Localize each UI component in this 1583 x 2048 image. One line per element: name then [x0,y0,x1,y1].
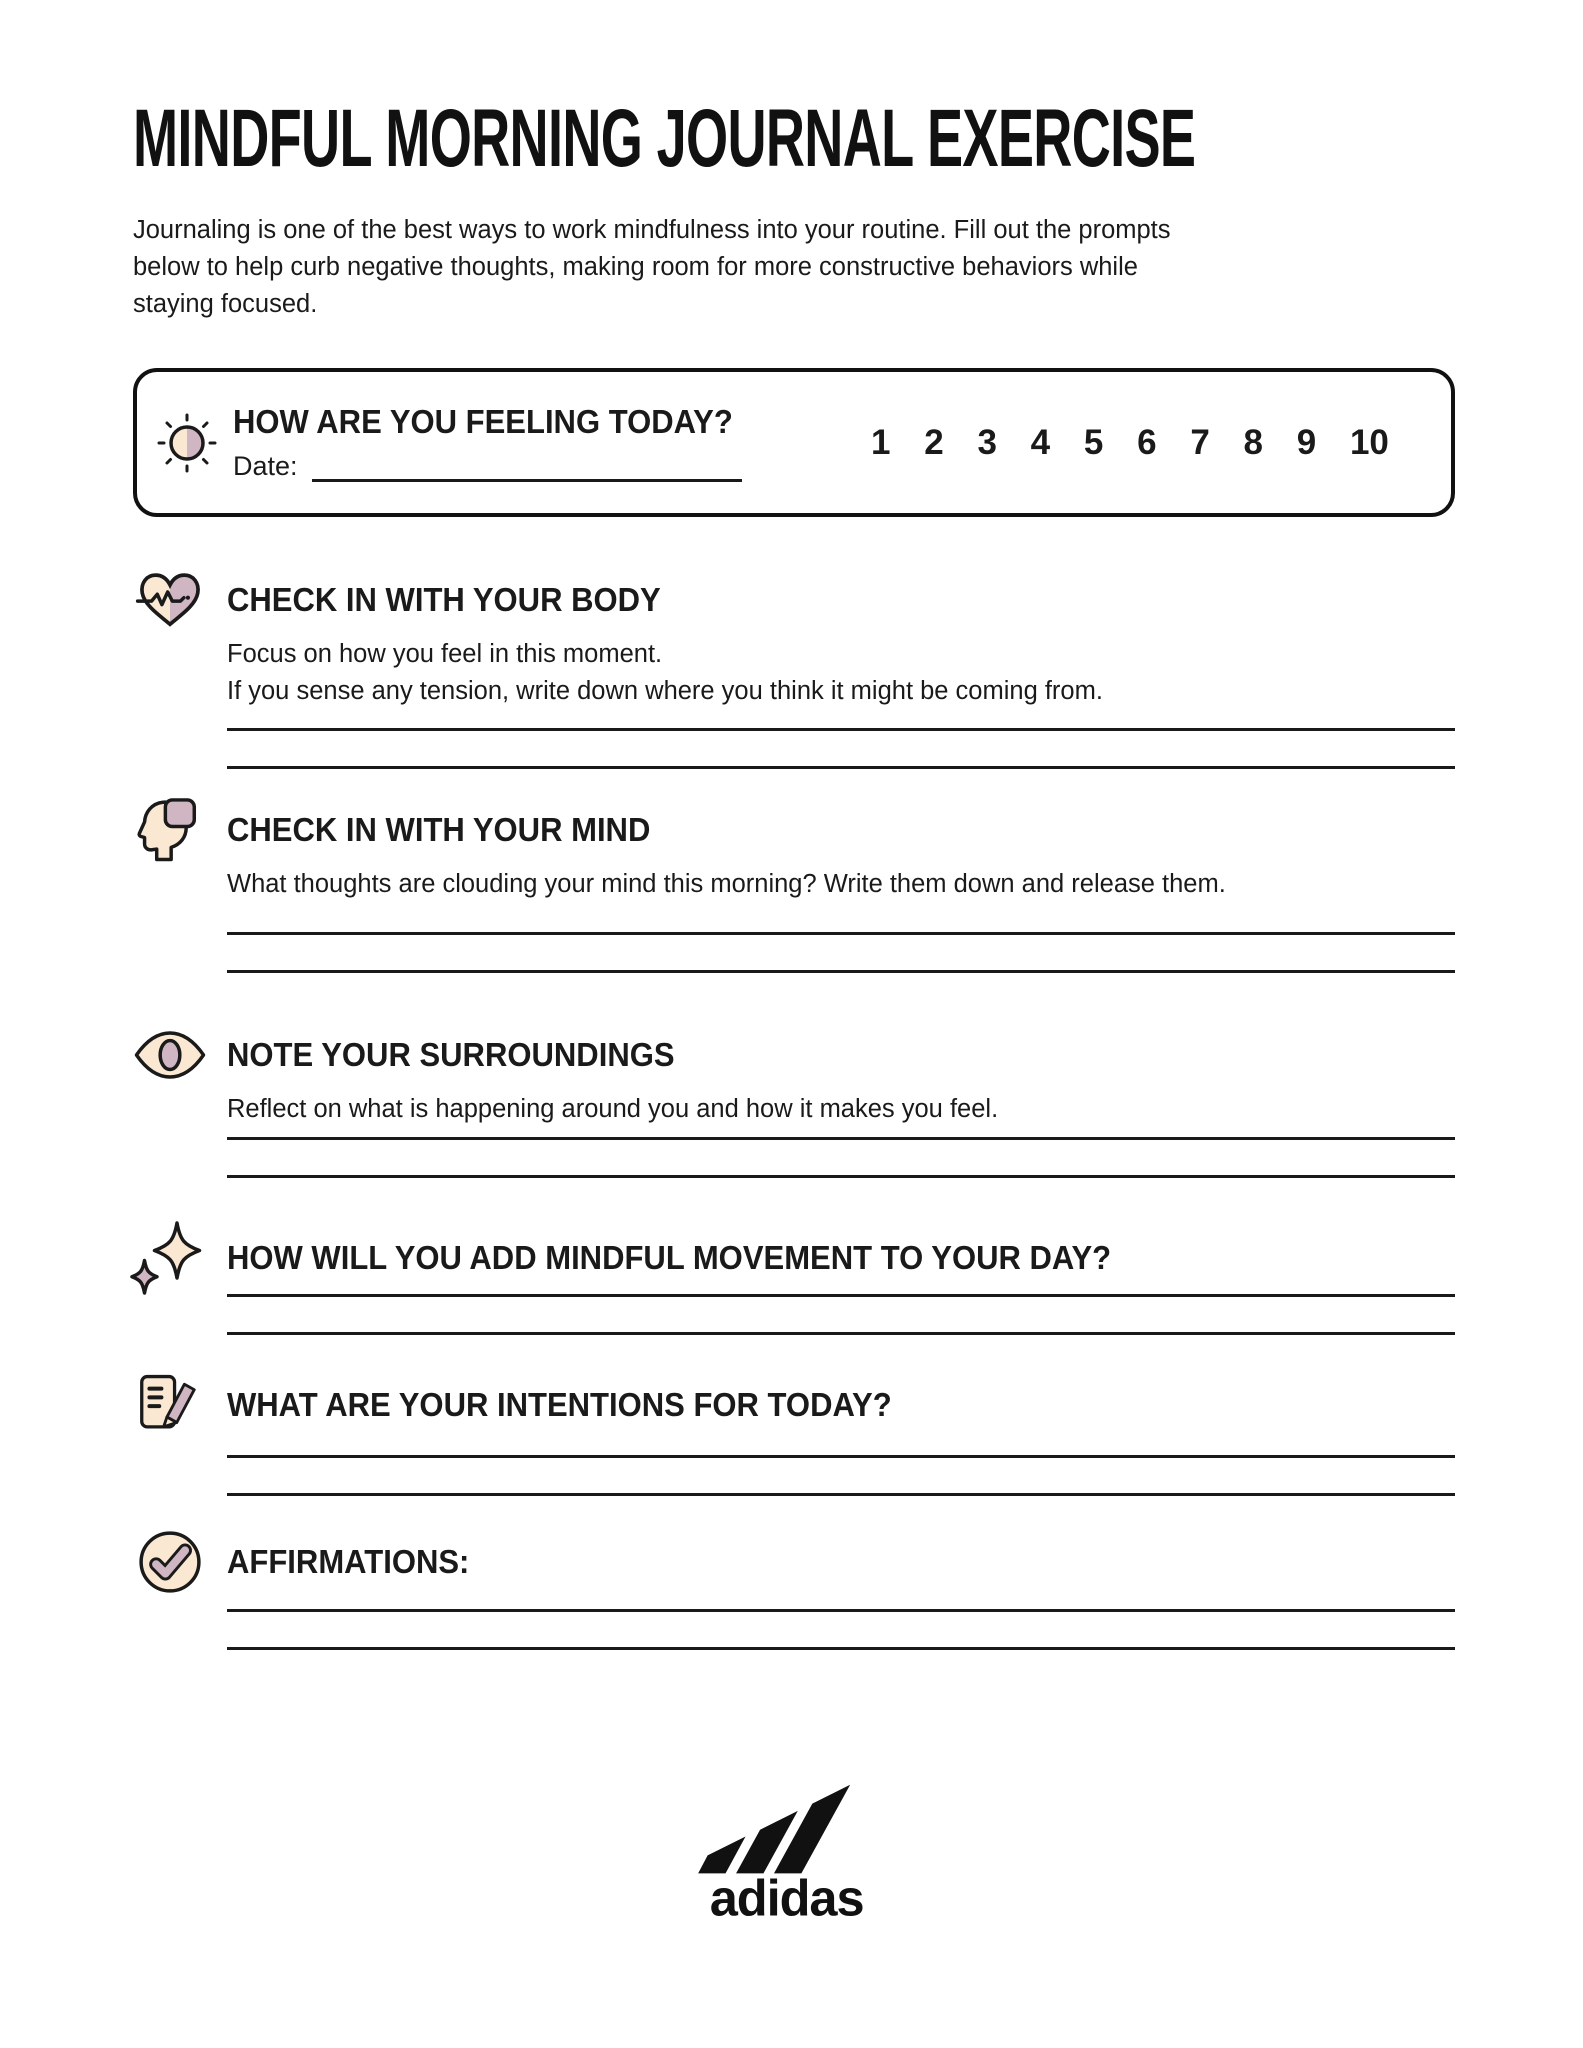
check-circle-icon [133,1525,227,1599]
heart-pulse-icon [133,563,227,637]
adidas-wordmark: adidas [709,1869,864,1926]
write-line[interactable] [227,1455,1455,1458]
write-line[interactable] [227,1175,1455,1178]
write-line[interactable] [227,1493,1455,1496]
intro-line: staying focused. [133,290,318,318]
intro-line: Journaling is one of the best ways to work mindfulness into your routine. Fill out the prompts [133,216,1171,244]
scale-option-2[interactable]: 2 [924,422,944,462]
section-description-line: What thoughts are clouding your mind this morning? Write them down and release them. [227,870,1226,898]
section-note-surroundings [133,1019,1455,1178]
section-heading: HOW WILL YOU ADD MINDFUL MOVEMENT TO YOUR DAY? [227,1239,1112,1276]
adidas-logo [687,1768,901,1926]
section-affirmations [133,1526,1455,1650]
date-label: Date: [233,451,298,481]
section-check-in-body [133,564,1455,769]
section-heading: CHECK IN WITH YOUR MIND [227,811,651,848]
section-heading: NOTE YOUR SURROUNDINGS [227,1036,675,1073]
write-line[interactable] [227,728,1455,731]
write-line[interactable] [227,766,1455,769]
write-line[interactable] [227,1137,1455,1140]
sun-icon [155,410,219,476]
scale-option-5[interactable]: 5 [1083,422,1104,462]
scale-option-10[interactable]: 10 [1349,422,1389,462]
scale-option-4[interactable]: 4 [1030,422,1051,462]
scale-option-8[interactable]: 8 [1243,422,1263,462]
head-thought-icon [133,793,227,867]
section-check-in-mind [133,794,1455,973]
write-line[interactable] [227,1647,1455,1650]
scale-option-3[interactable]: 3 [977,422,997,462]
memo-pencil-icon [133,1370,227,1440]
intro-paragraph [133,212,1455,323]
eye-icon [133,1018,227,1092]
scale-option-7[interactable]: 7 [1190,422,1210,462]
write-line[interactable] [227,1294,1455,1297]
feeling-box [133,368,1455,517]
intro-line: below to help curb negative thoughts, making room for more constructive behaviors while [133,253,1138,281]
section-description-line: Reflect on what is happening around you and how it makes you feel. [227,1095,999,1123]
sparkles-icon [133,1218,227,1298]
section-description-line: If you sense any tension, write down where you think it might be coming from. [227,677,1103,705]
feeling-scale [871,423,1451,463]
write-line[interactable] [227,1609,1455,1612]
section-description-line: Focus on how you feel in this moment. [227,640,663,668]
page-title: MINDFUL MORNING JOURNAL EXERCISE [133,93,1196,184]
scale-option-6[interactable]: 6 [1137,422,1157,462]
scale-option-1[interactable]: 1 [871,422,891,462]
section-intentions [133,1369,1455,1496]
section-mindful-movement [133,1222,1455,1335]
section-heading: CHECK IN WITH YOUR BODY [227,581,661,618]
feeling-heading: HOW ARE YOU FEELING TODAY? [233,403,733,440]
footer [133,1768,1455,1926]
write-line[interactable] [227,970,1455,973]
section-heading: WHAT ARE YOUR INTENTIONS FOR TODAY? [227,1386,892,1423]
date-input-line[interactable] [312,454,742,482]
scale-option-9[interactable]: 9 [1296,422,1317,462]
section-heading: AFFIRMATIONS: [227,1543,470,1580]
write-line[interactable] [227,1332,1455,1335]
write-line[interactable] [227,932,1455,935]
